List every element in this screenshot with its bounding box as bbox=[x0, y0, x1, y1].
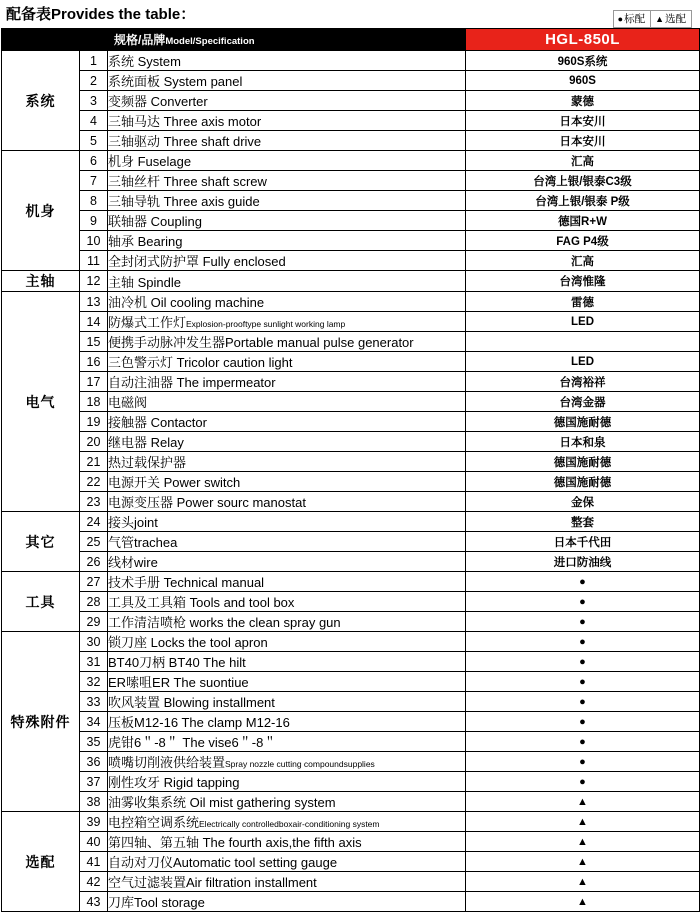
row-number: 34 bbox=[80, 712, 108, 732]
header-model-cell: HGL-850L bbox=[466, 29, 700, 51]
row-value bbox=[466, 332, 700, 352]
row-value: ● bbox=[466, 752, 700, 772]
row-number: 14 bbox=[80, 312, 108, 332]
row-item bbox=[108, 632, 466, 652]
row-number: 11 bbox=[80, 251, 108, 271]
row-number: 8 bbox=[80, 191, 108, 211]
row-item bbox=[108, 231, 466, 251]
row-number: 39 bbox=[80, 812, 108, 832]
row-value: 德国施耐德 bbox=[466, 412, 700, 432]
row-item bbox=[108, 792, 466, 812]
table-row bbox=[2, 372, 700, 392]
row-item bbox=[108, 772, 466, 792]
row-value: ▲ bbox=[466, 832, 700, 852]
row-item bbox=[108, 712, 466, 732]
row-item bbox=[108, 251, 466, 271]
row-value: 德国施耐德 bbox=[466, 472, 700, 492]
row-value: ● bbox=[466, 612, 700, 632]
row-value: ● bbox=[466, 712, 700, 732]
row-value: 金保 bbox=[466, 492, 700, 512]
row-item-main: 机身 Fuselage bbox=[108, 154, 192, 169]
row-group-label: 系统 bbox=[2, 51, 80, 151]
row-item bbox=[108, 832, 466, 852]
row-value: 蒙德 bbox=[466, 91, 700, 111]
row-item-main: 三轴导轨 Three axis guide bbox=[108, 194, 260, 209]
row-item-main: 刀库Tool storage bbox=[108, 895, 205, 910]
legend-standard-label: 标配 bbox=[624, 13, 646, 25]
row-number: 23 bbox=[80, 492, 108, 512]
row-value: LED bbox=[466, 352, 700, 372]
table-row bbox=[2, 612, 700, 632]
row-item-sub: Explosion-prooftype sunlight working lamp bbox=[186, 319, 346, 329]
table-row bbox=[2, 592, 700, 612]
row-item bbox=[108, 131, 466, 151]
row-value: FAG P4级 bbox=[466, 231, 700, 251]
row-item bbox=[108, 452, 466, 472]
row-item bbox=[108, 332, 466, 352]
table-row bbox=[2, 332, 700, 352]
header-group-cell bbox=[2, 29, 80, 51]
row-value: ● bbox=[466, 732, 700, 752]
row-item bbox=[108, 292, 466, 312]
table-header bbox=[2, 29, 700, 51]
table-row bbox=[2, 552, 700, 572]
row-item bbox=[108, 191, 466, 211]
table-row bbox=[2, 312, 700, 332]
row-item bbox=[108, 672, 466, 692]
row-item bbox=[108, 372, 466, 392]
table-row bbox=[2, 652, 700, 672]
table-row bbox=[2, 672, 700, 692]
row-item-main: 联轴器 Coupling bbox=[108, 214, 202, 229]
row-item-main: 油冷机 Oil cooling machine bbox=[108, 295, 265, 310]
row-number: 31 bbox=[80, 652, 108, 672]
row-value: ● bbox=[466, 592, 700, 612]
row-value: ▲ bbox=[466, 812, 700, 832]
row-item bbox=[108, 432, 466, 452]
row-value: ● bbox=[466, 692, 700, 712]
row-item bbox=[108, 91, 466, 111]
row-number: 29 bbox=[80, 612, 108, 632]
row-number: 42 bbox=[80, 872, 108, 892]
table-row bbox=[2, 512, 700, 532]
row-item-main: 锁刀座 Locks the tool apron bbox=[108, 635, 268, 650]
row-item bbox=[108, 412, 466, 432]
row-item-main: 喷嘴切削液供给装置 bbox=[108, 755, 226, 770]
row-item-main: 空气过滤装置Air filtration installment bbox=[108, 875, 317, 890]
row-item bbox=[108, 312, 466, 332]
table-row bbox=[2, 51, 700, 71]
table-row bbox=[2, 632, 700, 652]
row-group-label: 机身 bbox=[2, 151, 80, 271]
row-value: 汇高 bbox=[466, 251, 700, 271]
table-row bbox=[2, 852, 700, 872]
row-item bbox=[108, 572, 466, 592]
header-item-cell bbox=[108, 29, 466, 51]
row-item-main: 电控箱空调系统 bbox=[108, 815, 200, 830]
row-number: 13 bbox=[80, 292, 108, 312]
row-group-label: 电气 bbox=[2, 292, 80, 512]
row-number: 4 bbox=[80, 111, 108, 131]
table-row bbox=[2, 392, 700, 412]
row-number: 33 bbox=[80, 692, 108, 712]
row-item bbox=[108, 872, 466, 892]
header-number-cell bbox=[80, 29, 108, 51]
row-item-main: 压板M12-16 The clamp M12-16 bbox=[108, 715, 290, 730]
row-item-main: 三轴马达 Three axis motor bbox=[108, 114, 262, 129]
row-item-main: 接头joint bbox=[108, 515, 158, 530]
legend-optional bbox=[650, 10, 692, 28]
filled-circle-icon: ● bbox=[617, 14, 624, 24]
row-item-main: 虎钳6＂-8＂ The vise6＂-8＂ bbox=[108, 735, 277, 750]
row-item-main: 三轴驱动 Three shaft drive bbox=[108, 134, 262, 149]
row-number: 3 bbox=[80, 91, 108, 111]
specification-table bbox=[1, 28, 700, 912]
row-item bbox=[108, 271, 466, 292]
table-row bbox=[2, 812, 700, 832]
row-value: 台湾惟隆 bbox=[466, 271, 700, 292]
row-number: 36 bbox=[80, 752, 108, 772]
row-value: 台湾裕祥 bbox=[466, 372, 700, 392]
legend-optional-label: 选配 bbox=[665, 13, 686, 25]
row-item-main: BT40刀柄 BT40 The hilt bbox=[108, 655, 246, 670]
row-item-main: 系统面板 System panel bbox=[108, 74, 243, 89]
row-number: 10 bbox=[80, 231, 108, 251]
table-row bbox=[2, 892, 700, 912]
table-row bbox=[2, 111, 700, 131]
row-number: 1 bbox=[80, 51, 108, 71]
legend-standard bbox=[613, 10, 650, 28]
row-number: 19 bbox=[80, 412, 108, 432]
legend bbox=[613, 10, 700, 28]
row-value: ▲ bbox=[466, 792, 700, 812]
row-value: 进口防油线 bbox=[466, 552, 700, 572]
row-item bbox=[108, 71, 466, 91]
table-row bbox=[2, 432, 700, 452]
row-item bbox=[108, 812, 466, 832]
row-value: 日本安川 bbox=[466, 111, 700, 131]
table-row bbox=[2, 151, 700, 171]
row-item-main: 工作清洁喷枪 works the clean spray gun bbox=[108, 615, 341, 630]
row-number: 43 bbox=[80, 892, 108, 912]
row-item-main: 变频器 Converter bbox=[108, 94, 208, 109]
row-number: 9 bbox=[80, 211, 108, 231]
row-item-main: 自动注油器 The impermeator bbox=[108, 375, 276, 390]
row-item bbox=[108, 612, 466, 632]
table-row bbox=[2, 211, 700, 231]
row-item bbox=[108, 652, 466, 672]
row-item bbox=[108, 732, 466, 752]
page-title: 配备表Provides the table： bbox=[6, 6, 196, 23]
table-row bbox=[2, 191, 700, 211]
table-row bbox=[2, 572, 700, 592]
row-item-main: 电源开关 Power switch bbox=[108, 475, 241, 490]
table-row bbox=[2, 91, 700, 111]
row-number: 21 bbox=[80, 452, 108, 472]
row-number: 27 bbox=[80, 572, 108, 592]
row-item-main: 电源变压器 Power sourc manostat bbox=[108, 495, 306, 510]
row-value: 整套 bbox=[466, 512, 700, 532]
row-number: 7 bbox=[80, 171, 108, 191]
row-number: 16 bbox=[80, 352, 108, 372]
row-number: 26 bbox=[80, 552, 108, 572]
row-item bbox=[108, 692, 466, 712]
table-row bbox=[2, 412, 700, 432]
row-value: 960S系统 bbox=[466, 51, 700, 71]
row-value: 日本和泉 bbox=[466, 432, 700, 452]
row-number: 40 bbox=[80, 832, 108, 852]
page-header bbox=[0, 0, 700, 28]
table-row bbox=[2, 752, 700, 772]
row-item-main: ER嗦咀ER The suontiue bbox=[108, 675, 249, 690]
row-number: 5 bbox=[80, 131, 108, 151]
table-row bbox=[2, 131, 700, 151]
row-item bbox=[108, 752, 466, 772]
table-row bbox=[2, 772, 700, 792]
row-value: ● bbox=[466, 572, 700, 592]
table-row bbox=[2, 472, 700, 492]
row-item bbox=[108, 892, 466, 912]
row-item-main: 主轴 Spindle bbox=[108, 274, 181, 290]
table-row bbox=[2, 271, 700, 292]
row-number: 32 bbox=[80, 672, 108, 692]
row-item-main: 便携手动脉冲发生器Portable manual pulse generator bbox=[108, 335, 414, 350]
row-item-main: 轴承 Bearing bbox=[108, 234, 183, 249]
row-item bbox=[108, 532, 466, 552]
table-row bbox=[2, 532, 700, 552]
row-item bbox=[108, 852, 466, 872]
row-item-main: 技术手册 Technical manual bbox=[108, 575, 265, 590]
row-item-main: 热过载保护器 bbox=[108, 455, 187, 470]
row-item-main: 全封闭式防护罩 Fully enclosed bbox=[108, 254, 286, 269]
table-row bbox=[2, 292, 700, 312]
row-value: ▲ bbox=[466, 852, 700, 872]
row-item bbox=[108, 392, 466, 412]
row-item bbox=[108, 512, 466, 532]
table-row bbox=[2, 832, 700, 852]
row-value: ● bbox=[466, 632, 700, 652]
row-number: 15 bbox=[80, 332, 108, 352]
table-row bbox=[2, 732, 700, 752]
table-row bbox=[2, 492, 700, 512]
row-value: 日本千代田 bbox=[466, 532, 700, 552]
row-item-main: 线材wire bbox=[108, 555, 158, 570]
table-row bbox=[2, 71, 700, 91]
row-group-label: 特殊附件 bbox=[2, 632, 80, 812]
row-number: 2 bbox=[80, 71, 108, 91]
row-value: LED bbox=[466, 312, 700, 332]
row-item bbox=[108, 111, 466, 131]
row-item-main: 气管trachea bbox=[108, 535, 178, 550]
row-group-label: 工具 bbox=[2, 572, 80, 632]
row-item-main: 三色警示灯 Tricolor caution light bbox=[108, 355, 293, 370]
table-row bbox=[2, 452, 700, 472]
row-number: 41 bbox=[80, 852, 108, 872]
row-item bbox=[108, 51, 466, 71]
header-item-cn: 规格/品牌 bbox=[114, 33, 166, 47]
row-value: 德国R+W bbox=[466, 211, 700, 231]
row-value: 960S bbox=[466, 71, 700, 91]
table-body bbox=[2, 51, 700, 912]
row-item-sub: Electrically controlledboxair-conditioning system bbox=[199, 819, 380, 829]
row-number: 12 bbox=[80, 271, 108, 292]
row-number: 17 bbox=[80, 372, 108, 392]
row-value: ● bbox=[466, 672, 700, 692]
row-number: 24 bbox=[80, 512, 108, 532]
table-row bbox=[2, 352, 700, 372]
filled-triangle-icon: ▲ bbox=[655, 14, 664, 24]
table-row bbox=[2, 251, 700, 271]
row-item-main: 继电器 Relay bbox=[108, 435, 184, 450]
row-number: 25 bbox=[80, 532, 108, 552]
row-value: 汇高 bbox=[466, 151, 700, 171]
table-row bbox=[2, 872, 700, 892]
row-item-main: 系统 System bbox=[108, 54, 181, 69]
row-number: 6 bbox=[80, 151, 108, 171]
row-item-main: 吹风装置 Blowing installment bbox=[108, 695, 275, 710]
row-value: ● bbox=[466, 772, 700, 792]
row-value: 台湾上银/银泰 P级 bbox=[466, 191, 700, 211]
row-item-main: 工具及工具箱 Tools and tool box bbox=[108, 595, 295, 610]
row-value: 日本安川 bbox=[466, 131, 700, 151]
row-item-main: 接触器 Contactor bbox=[108, 415, 207, 430]
row-number: 30 bbox=[80, 632, 108, 652]
row-item-main: 刚性攻牙 Rigid tapping bbox=[108, 775, 240, 790]
row-item bbox=[108, 211, 466, 231]
row-value: ▲ bbox=[466, 892, 700, 912]
row-value: 雷德 bbox=[466, 292, 700, 312]
row-item bbox=[108, 352, 466, 372]
table-row bbox=[2, 712, 700, 732]
row-item-main: 三轴丝杆 Three shaft screw bbox=[108, 174, 267, 189]
row-item bbox=[108, 592, 466, 612]
row-item-main: 电磁阀 bbox=[108, 395, 148, 410]
row-number: 22 bbox=[80, 472, 108, 492]
row-number: 37 bbox=[80, 772, 108, 792]
row-number: 38 bbox=[80, 792, 108, 812]
row-value: ● bbox=[466, 652, 700, 672]
row-item bbox=[108, 552, 466, 572]
row-item-main: 自动对刀仪Automatic tool setting gauge bbox=[108, 855, 338, 870]
table-row bbox=[2, 692, 700, 712]
row-group-label: 选配 bbox=[2, 812, 80, 912]
row-item-main: 油雾收集系统 Oil mist gathering system bbox=[108, 795, 336, 810]
row-group-label: 其它 bbox=[2, 512, 80, 572]
row-item-main: 防爆式工作灯 bbox=[108, 315, 187, 330]
row-number: 28 bbox=[80, 592, 108, 612]
table-row bbox=[2, 231, 700, 251]
row-item bbox=[108, 472, 466, 492]
row-item bbox=[108, 171, 466, 191]
header-item-en: Model/Specification bbox=[165, 36, 255, 47]
row-value: 台湾上银/银泰C3级 bbox=[466, 171, 700, 191]
row-item bbox=[108, 492, 466, 512]
row-group-label: 主轴 bbox=[2, 271, 80, 292]
table-row bbox=[2, 792, 700, 812]
row-item-sub: Spray nozzle cutting compoundsupplies bbox=[225, 759, 375, 769]
row-number: 18 bbox=[80, 392, 108, 412]
row-number: 20 bbox=[80, 432, 108, 452]
row-value: 台湾金器 bbox=[466, 392, 700, 412]
row-item bbox=[108, 151, 466, 171]
table-row bbox=[2, 171, 700, 191]
row-value: 德国施耐德 bbox=[466, 452, 700, 472]
row-item-main: 第四轴、第五轴 The fourth axis,the fifth axis bbox=[108, 835, 362, 850]
row-value: ▲ bbox=[466, 872, 700, 892]
row-number: 35 bbox=[80, 732, 108, 752]
